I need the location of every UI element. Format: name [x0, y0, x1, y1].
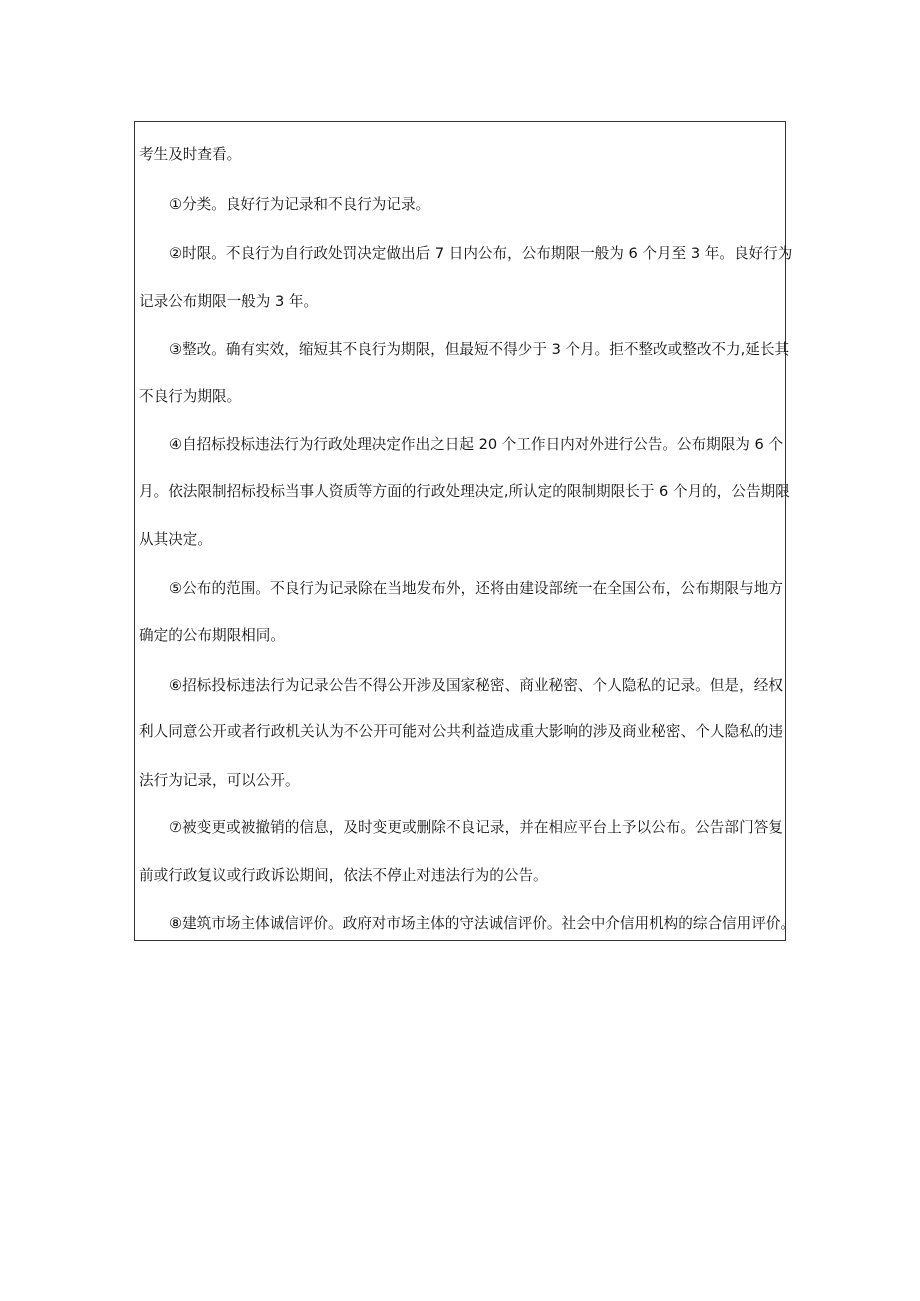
text-line-17: ⑧建筑市场主体诚信评价。政府对市场主体的守法诚信评价。社会中介信用机构的综合信用评价。 — [169, 915, 796, 932]
text-line-2: ①分类。良好行为记录和不良行为记录。 — [169, 196, 431, 213]
text-line-4: 记录公布期限一般为 3 年。 — [139, 293, 319, 310]
text-line-11: 确定的公布期限相同。 — [139, 627, 285, 644]
text-line-15: ⑦被变更或被撤销的信息，及时变更或删除不良记录，并在相应平台上予以公布。公告部门答复 — [169, 819, 783, 836]
text-line-3: ②时限。不良行为自行政处罚决定做出后 7 日内公布，公布期限一般为 6 个月至 3 年。良好行为 — [169, 245, 793, 262]
text-line-6: 不良行为期限。 — [139, 388, 242, 405]
text-line-9: 从其决定。 — [139, 531, 212, 548]
content-box — [134, 121, 796, 941]
text-line-5: ③整改。确有实效，缩短其不良行为期限，但最短不得少于 3 个月。拒不整改或整改不力,延长其 — [169, 341, 790, 358]
text-line-1: 考生及时查看。 — [139, 146, 242, 163]
text-line-14: 法行为记录，可以公开。 — [139, 772, 300, 789]
text-line-16: 前或行政复议或行政诉讼期间，依法不停止对违法行为的公告。 — [139, 867, 548, 884]
text-line-8: 月。依法限制招标投标当事人资质等方面的行政处理决定,所认定的限制期限长于 6 个月的，公告期限 — [139, 483, 790, 500]
text-line-7: ④自招标投标违法行为行政处理决定作出之日起 20 个工作日内对外进行公告。公布期限为 6 个 — [169, 436, 784, 453]
text-line-12: ⑥招标投标违法行为记录公告不得公开涉及国家秘密、商业秘密、个人隐私的记录。但是，经权 — [169, 677, 783, 694]
text-line-13: 利人同意公开或者行政机关认为不公开可能对公共利益造成重大影响的涉及商业秘密、个人隐私的违 — [139, 723, 783, 740]
text-line-10: ⑤公布的范围。不良行为记录除在当地发布外，还将由建设部统一在全国公布，公布期限与地方 — [169, 580, 783, 597]
